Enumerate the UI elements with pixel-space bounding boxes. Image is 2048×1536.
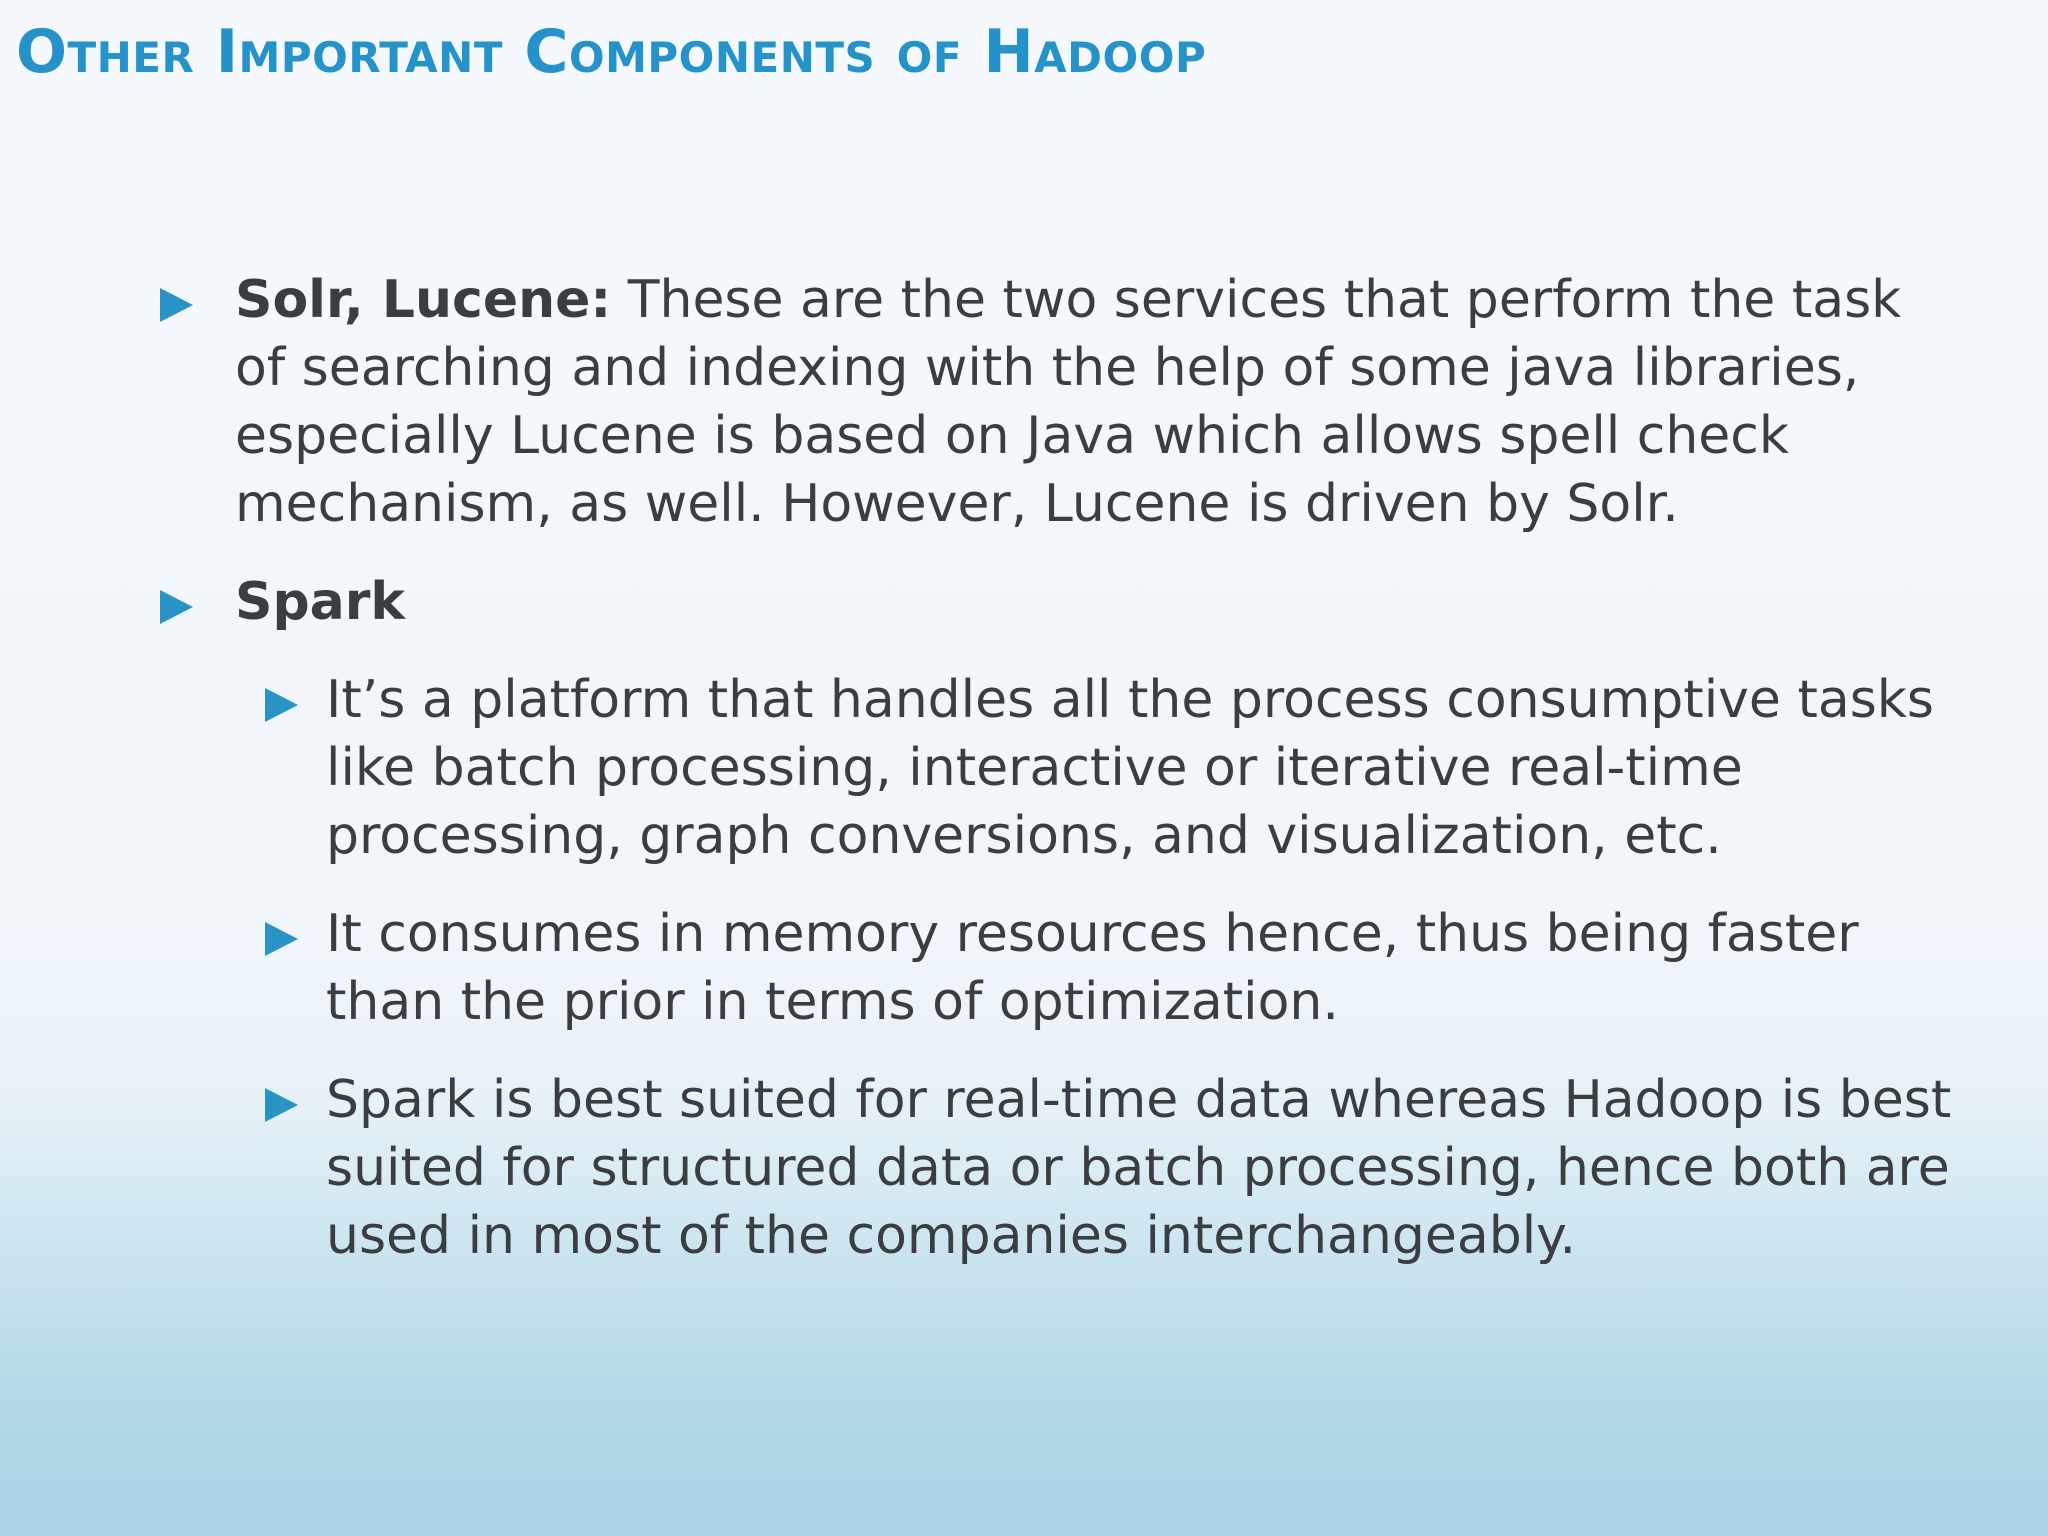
triangle-bullet-icon	[160, 590, 193, 624]
triangle-bullet-icon	[265, 922, 298, 956]
sub-bullet-text: It’s a platform that handles all the process consumptive tasks like batch processing, interactive or iterative real-time processing, graph conversions, and visualization, etc.	[326, 670, 1934, 866]
slide-title: Other Important Components of Hadoop	[16, 17, 1207, 87]
bullet-text: These are the two services that perform the task of searching and indexing with the help of some java libraries, especially Lucene is based on Java which allows spell check mechanism, as well. However, Lucene is driven by Solr.	[235, 270, 1902, 534]
sub-bullet-item-platform	[155, 666, 1955, 870]
sub-bullet-item-memory	[155, 900, 1955, 1036]
bullet-list	[155, 266, 1955, 1270]
triangle-bullet-icon	[265, 1088, 298, 1122]
sub-bullet-text: It consumes in memory resources hence, thus being faster than the prior in terms of optimization.	[326, 904, 1859, 1032]
bullet-term: Solr, Lucene:	[235, 270, 612, 330]
bullet-item-solr-lucene	[155, 266, 1955, 538]
triangle-bullet-icon	[265, 688, 298, 722]
bullet-term: Spark	[235, 572, 405, 632]
bullet-item-spark	[155, 568, 1955, 636]
triangle-bullet-icon	[160, 288, 193, 322]
sub-bullet-item-realtime	[155, 1066, 1955, 1270]
sub-bullet-text: Spark is best suited for real-time data whereas Hadoop is best suited for structured data or batch processing, hence both are used in most of the companies interchangeably.	[326, 1070, 1952, 1266]
